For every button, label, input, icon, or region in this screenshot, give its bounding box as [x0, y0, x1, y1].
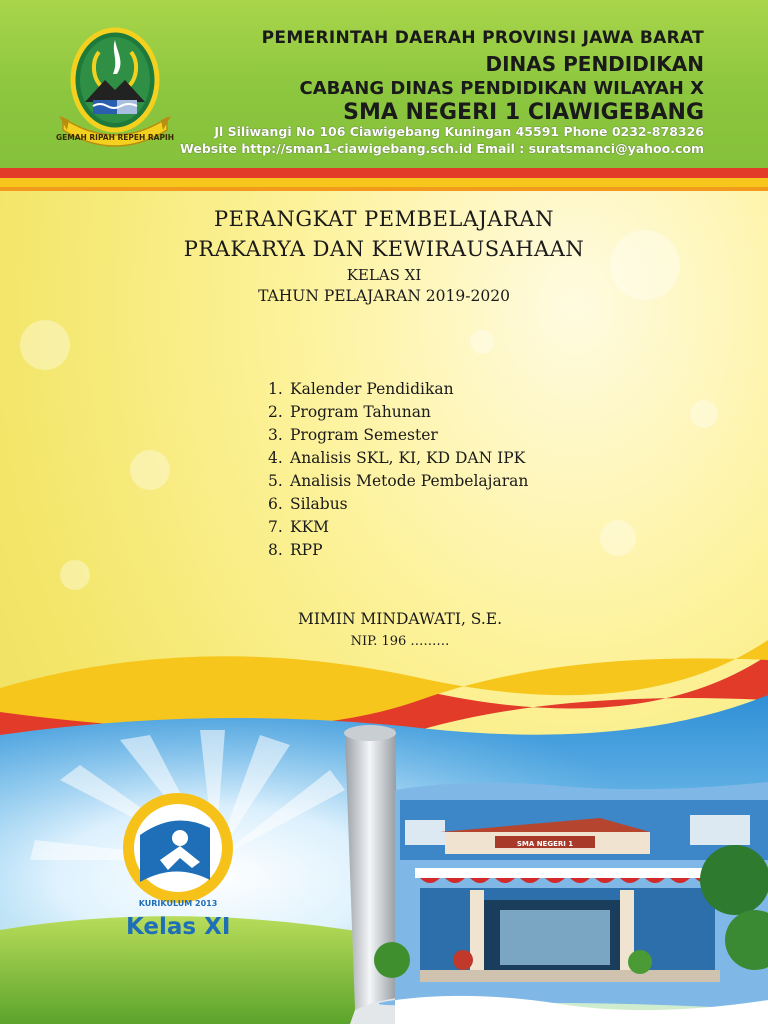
list-item: 8. RPP [268, 541, 323, 559]
kelas-label: Kelas XI [126, 914, 231, 940]
header-government: PEMERINTAH DAERAH PROVINSI JAWA BARAT [261, 28, 704, 48]
svg-text:SMA NEGERI 1: SMA NEGERI 1 [516, 840, 574, 848]
document-year: TAHUN PELAJARAN 2019-2020 [258, 287, 510, 305]
list-item: 3. Program Semester [268, 426, 438, 444]
document-class: KELAS XI [346, 266, 422, 284]
document-title: PERANGKAT PEMBELAJARAN [214, 207, 554, 231]
header-department: DINAS PENDIDIKAN [485, 52, 704, 76]
list-item: 5. Analisis Metode Pembelajaran [268, 472, 529, 490]
header-address: Jl Siliwangi No 106 Ciawigebang Kuningan 45591 Phone 0232-878326 [214, 124, 704, 139]
svg-text:GEMAH RIPAH REPEH RAPIH: GEMAH RIPAH REPEH RAPIH [55, 133, 175, 142]
svg-text:KURIKULUM 2013: KURIKULUM 2013 [138, 899, 218, 908]
author-nip: NIP. 196 ……… [350, 634, 450, 649]
author-name: MIMIN MINDAWATI, S.E. [297, 610, 503, 628]
list-item: 4. Analisis SKL, KI, KD DAN IPK [268, 449, 526, 467]
list-item: 2. Program Tahunan [268, 403, 431, 421]
list-item: 7. KKM [268, 518, 330, 536]
header-school-name: SMA NEGERI 1 CIAWIGEBANG [343, 100, 704, 125]
school-building-photo [374, 782, 768, 1024]
header-contact: Website http://sman1-ciawigebang.sch.id Email : suratsmanci@yahoo.com [180, 141, 704, 156]
header-branch: CABANG DINAS PENDIDIKAN WILAYAH X [299, 78, 704, 99]
document-subject: PRAKARYA DAN KEWIRAUSAHAAN [183, 237, 585, 261]
list-item: 1. Kalender Pendidikan [268, 380, 454, 398]
list-item: 6. Silabus [268, 495, 348, 513]
